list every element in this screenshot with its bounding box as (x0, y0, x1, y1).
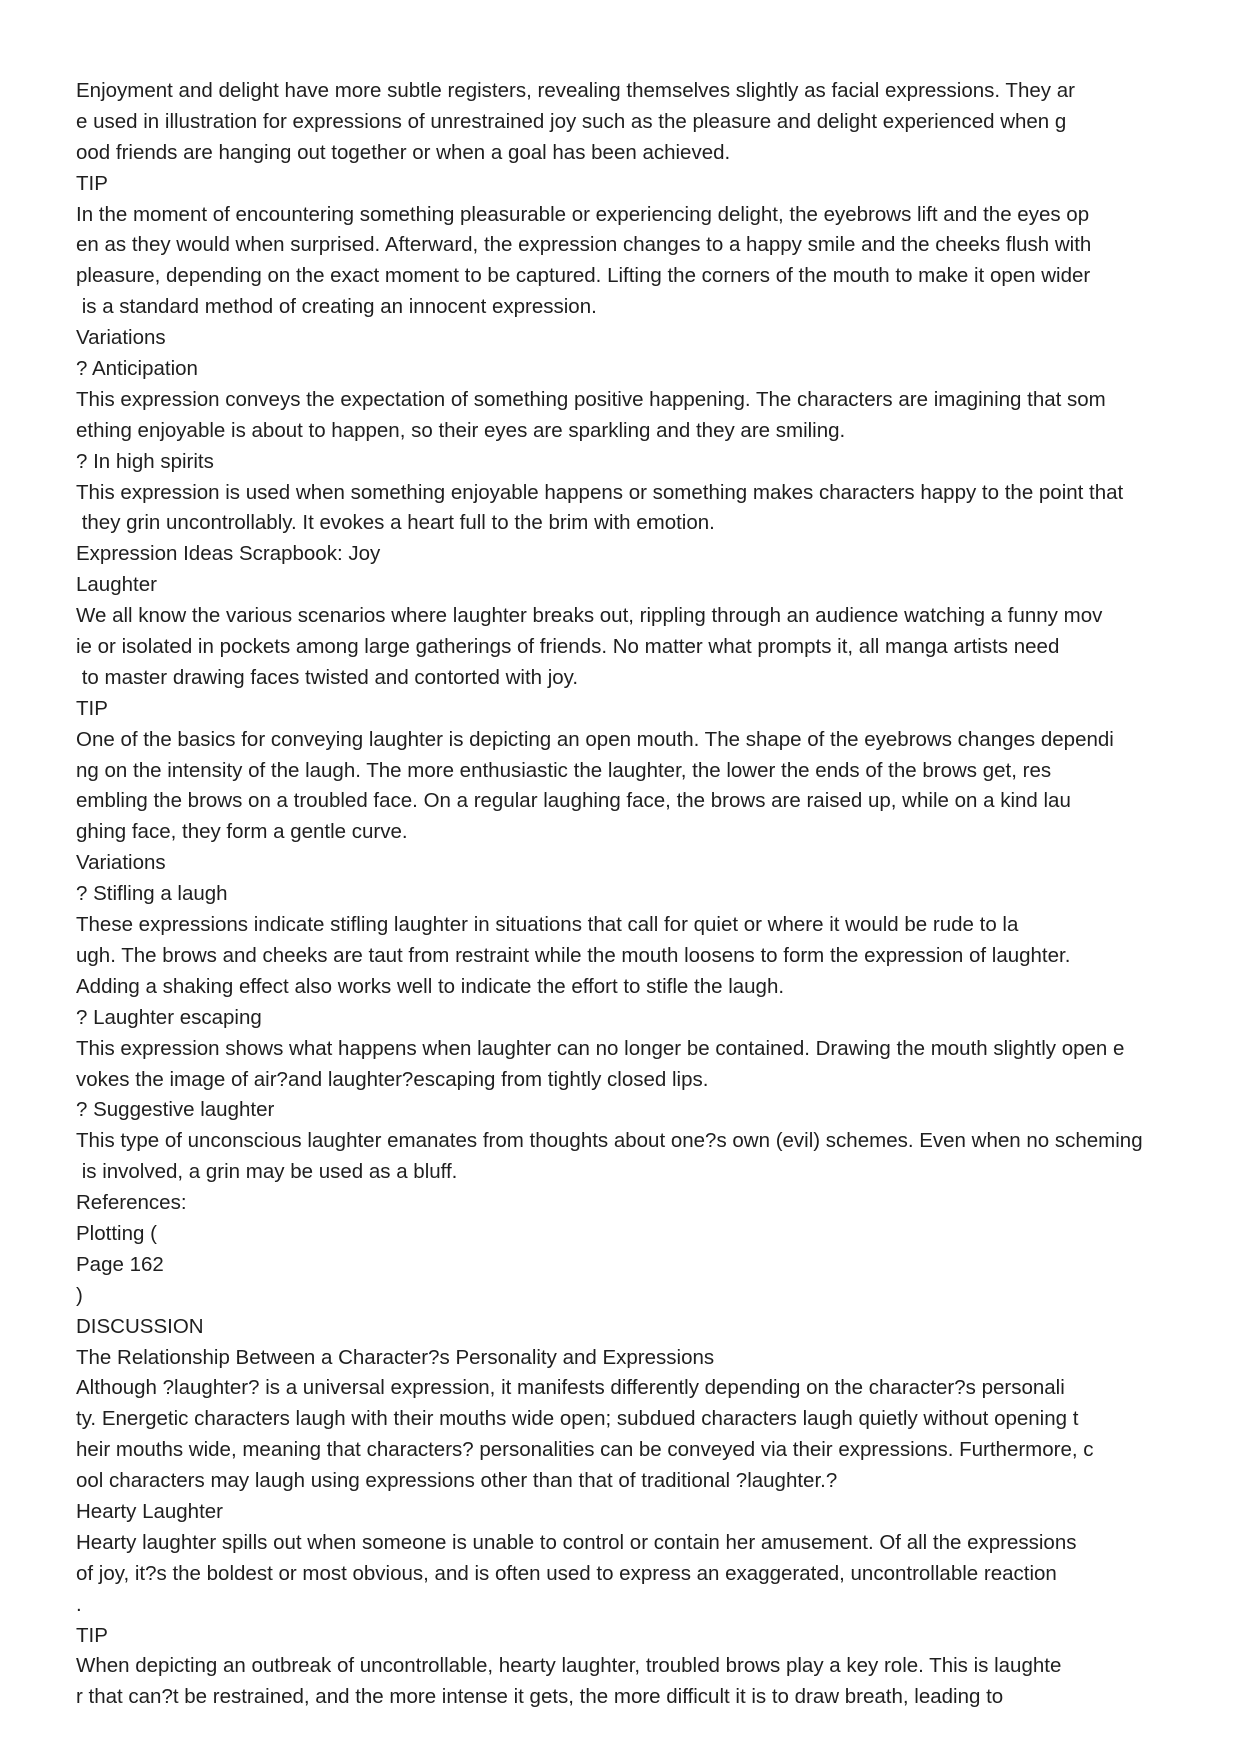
text-line: Variations (76, 851, 166, 875)
text-line: r that can?t be restrained, and the more intense it gets, the more difficult it is to draw breath, leading to (76, 1685, 1004, 1709)
text-line: Variations (76, 326, 166, 350)
text-line: This type of unconscious laughter emanates from thoughts about one?s own (evil) schemes. Even when no scheming (76, 1129, 1143, 1153)
text-line: to master drawing faces twisted and contorted with joy. (76, 665, 579, 689)
text-line: When depicting an outbreak of uncontrollable, hearty laughter, troubled brows play a key role. This is laughte (76, 1654, 1062, 1678)
text-line: heir mouths wide, meaning that characters? personalities can be conveyed via their expressions. Furthermore, c (76, 1438, 1094, 1462)
text-line: DISCUSSION (76, 1314, 204, 1338)
text-line: ugh. The brows and cheeks are taut from restraint while the mouth loosens to form the expression of laughter. (76, 943, 1071, 967)
text-line: We all know the various scenarios where laughter breaks out, rippling through an audience watching a funny mov (76, 604, 1103, 628)
text-line: pleasure, depending on the exact moment to be captured. Lifting the corners of the mouth to make it open wider (76, 264, 1091, 288)
text-line: ething enjoyable is about to happen, so their eyes are sparkling and they are smiling. (76, 418, 846, 442)
text-line: ? In high spirits (76, 449, 214, 473)
text-line: TIP (76, 171, 108, 195)
text-line: ) (76, 1283, 83, 1307)
text-line: Laughter (76, 573, 157, 597)
text-line: This expression shows what happens when laughter can no longer be contained. Drawing the mouth slightly open e (76, 1036, 1125, 1060)
text-line: ? Suggestive laughter (76, 1098, 275, 1122)
text-line: References: (76, 1191, 187, 1215)
text-line: Hearty laughter spills out when someone is unable to control or contain her amusement. Of all the expressions (76, 1530, 1077, 1554)
text-line: . (76, 1592, 82, 1616)
text-line: This expression conveys the expectation of something positive happening. The characters are imagining that som (76, 387, 1106, 411)
text-line: Page 162 (76, 1252, 164, 1276)
text-line: Plotting ( (76, 1221, 157, 1245)
text-line: embling the brows on a troubled face. On a regular laughing face, the brows are raised up, while on a kind lau (76, 789, 1071, 813)
text-line: is a standard method of creating an innocent expression. (76, 295, 597, 319)
text-line: ood friends are hanging out together or when a goal has been achieved. (76, 140, 731, 164)
text-line: is involved, a grin may be used as a bluff. (76, 1160, 458, 1184)
text-line: ie or isolated in pockets among large gatherings of friends. No matter what prompts it, all manga artists need (76, 635, 1060, 659)
text-line: ? Laughter escaping (76, 1005, 262, 1029)
text-line: of joy, it?s the boldest or most obvious, and is often used to express an exaggerated, uncontrollable reaction (76, 1561, 1057, 1585)
text-line: This expression is used when something enjoyable happens or something makes characters happy to the point that (76, 480, 1124, 504)
text-line: These expressions indicate stifling laughter in situations that call for quiet or where it would be rude to la (76, 913, 1019, 937)
text-line: Expression Ideas Scrapbook: Joy (76, 542, 381, 566)
text-line: they grin uncontrollably. It evokes a heart full to the brim with emotion. (76, 511, 715, 535)
text-line: ng on the intensity of the laugh. The more enthusiastic the laughter, the lower the ends of the brows get, res (76, 758, 1052, 782)
text-line: ? Stifling a laugh (76, 882, 228, 906)
text-line: TIP (76, 696, 108, 720)
text-line: ool characters may laugh using expressions other than that of traditional ?laughter.? (76, 1469, 838, 1493)
text-line: vokes the image of air?and laughter?escaping from tightly closed lips. (76, 1067, 709, 1091)
text-line: In the moment of encountering something pleasurable or experiencing delight, the eyebrows lift and the eyes op (76, 202, 1090, 226)
text-line: Enjoyment and delight have more subtle registers, revealing themselves slightly as facial expressions. They ar (76, 79, 1075, 102)
text-line: Adding a shaking effect also works well to indicate the effort to stifle the laugh. (76, 974, 785, 998)
text-line: Hearty Laughter (76, 1499, 224, 1523)
text-line: ty. Energetic characters laugh with their mouths wide open; subdued characters laugh quietly without opening t (76, 1407, 1079, 1431)
text-line: ? Anticipation (76, 357, 198, 381)
text-line: Although ?laughter? is a universal expression, it manifests differently depending on the character?s personali (76, 1376, 1065, 1400)
text-line: e used in illustration for expressions of unrestrained joy such as the pleasure and delight experienced when g (76, 109, 1067, 133)
text-line: One of the basics for conveying laughter is depicting an open mouth. The shape of the eyebrows changes dependi (76, 727, 1114, 751)
text-line: ghing face, they form a gentle curve. (76, 820, 408, 844)
document-page (76, 76, 1196, 1713)
text-line: en as they would when surprised. Afterward, the expression changes to a happy smile and the cheeks flush with (76, 233, 1092, 257)
text-line: The Relationship Between a Character?s Personality and Expressions (76, 1345, 715, 1369)
text-line: TIP (76, 1623, 108, 1647)
